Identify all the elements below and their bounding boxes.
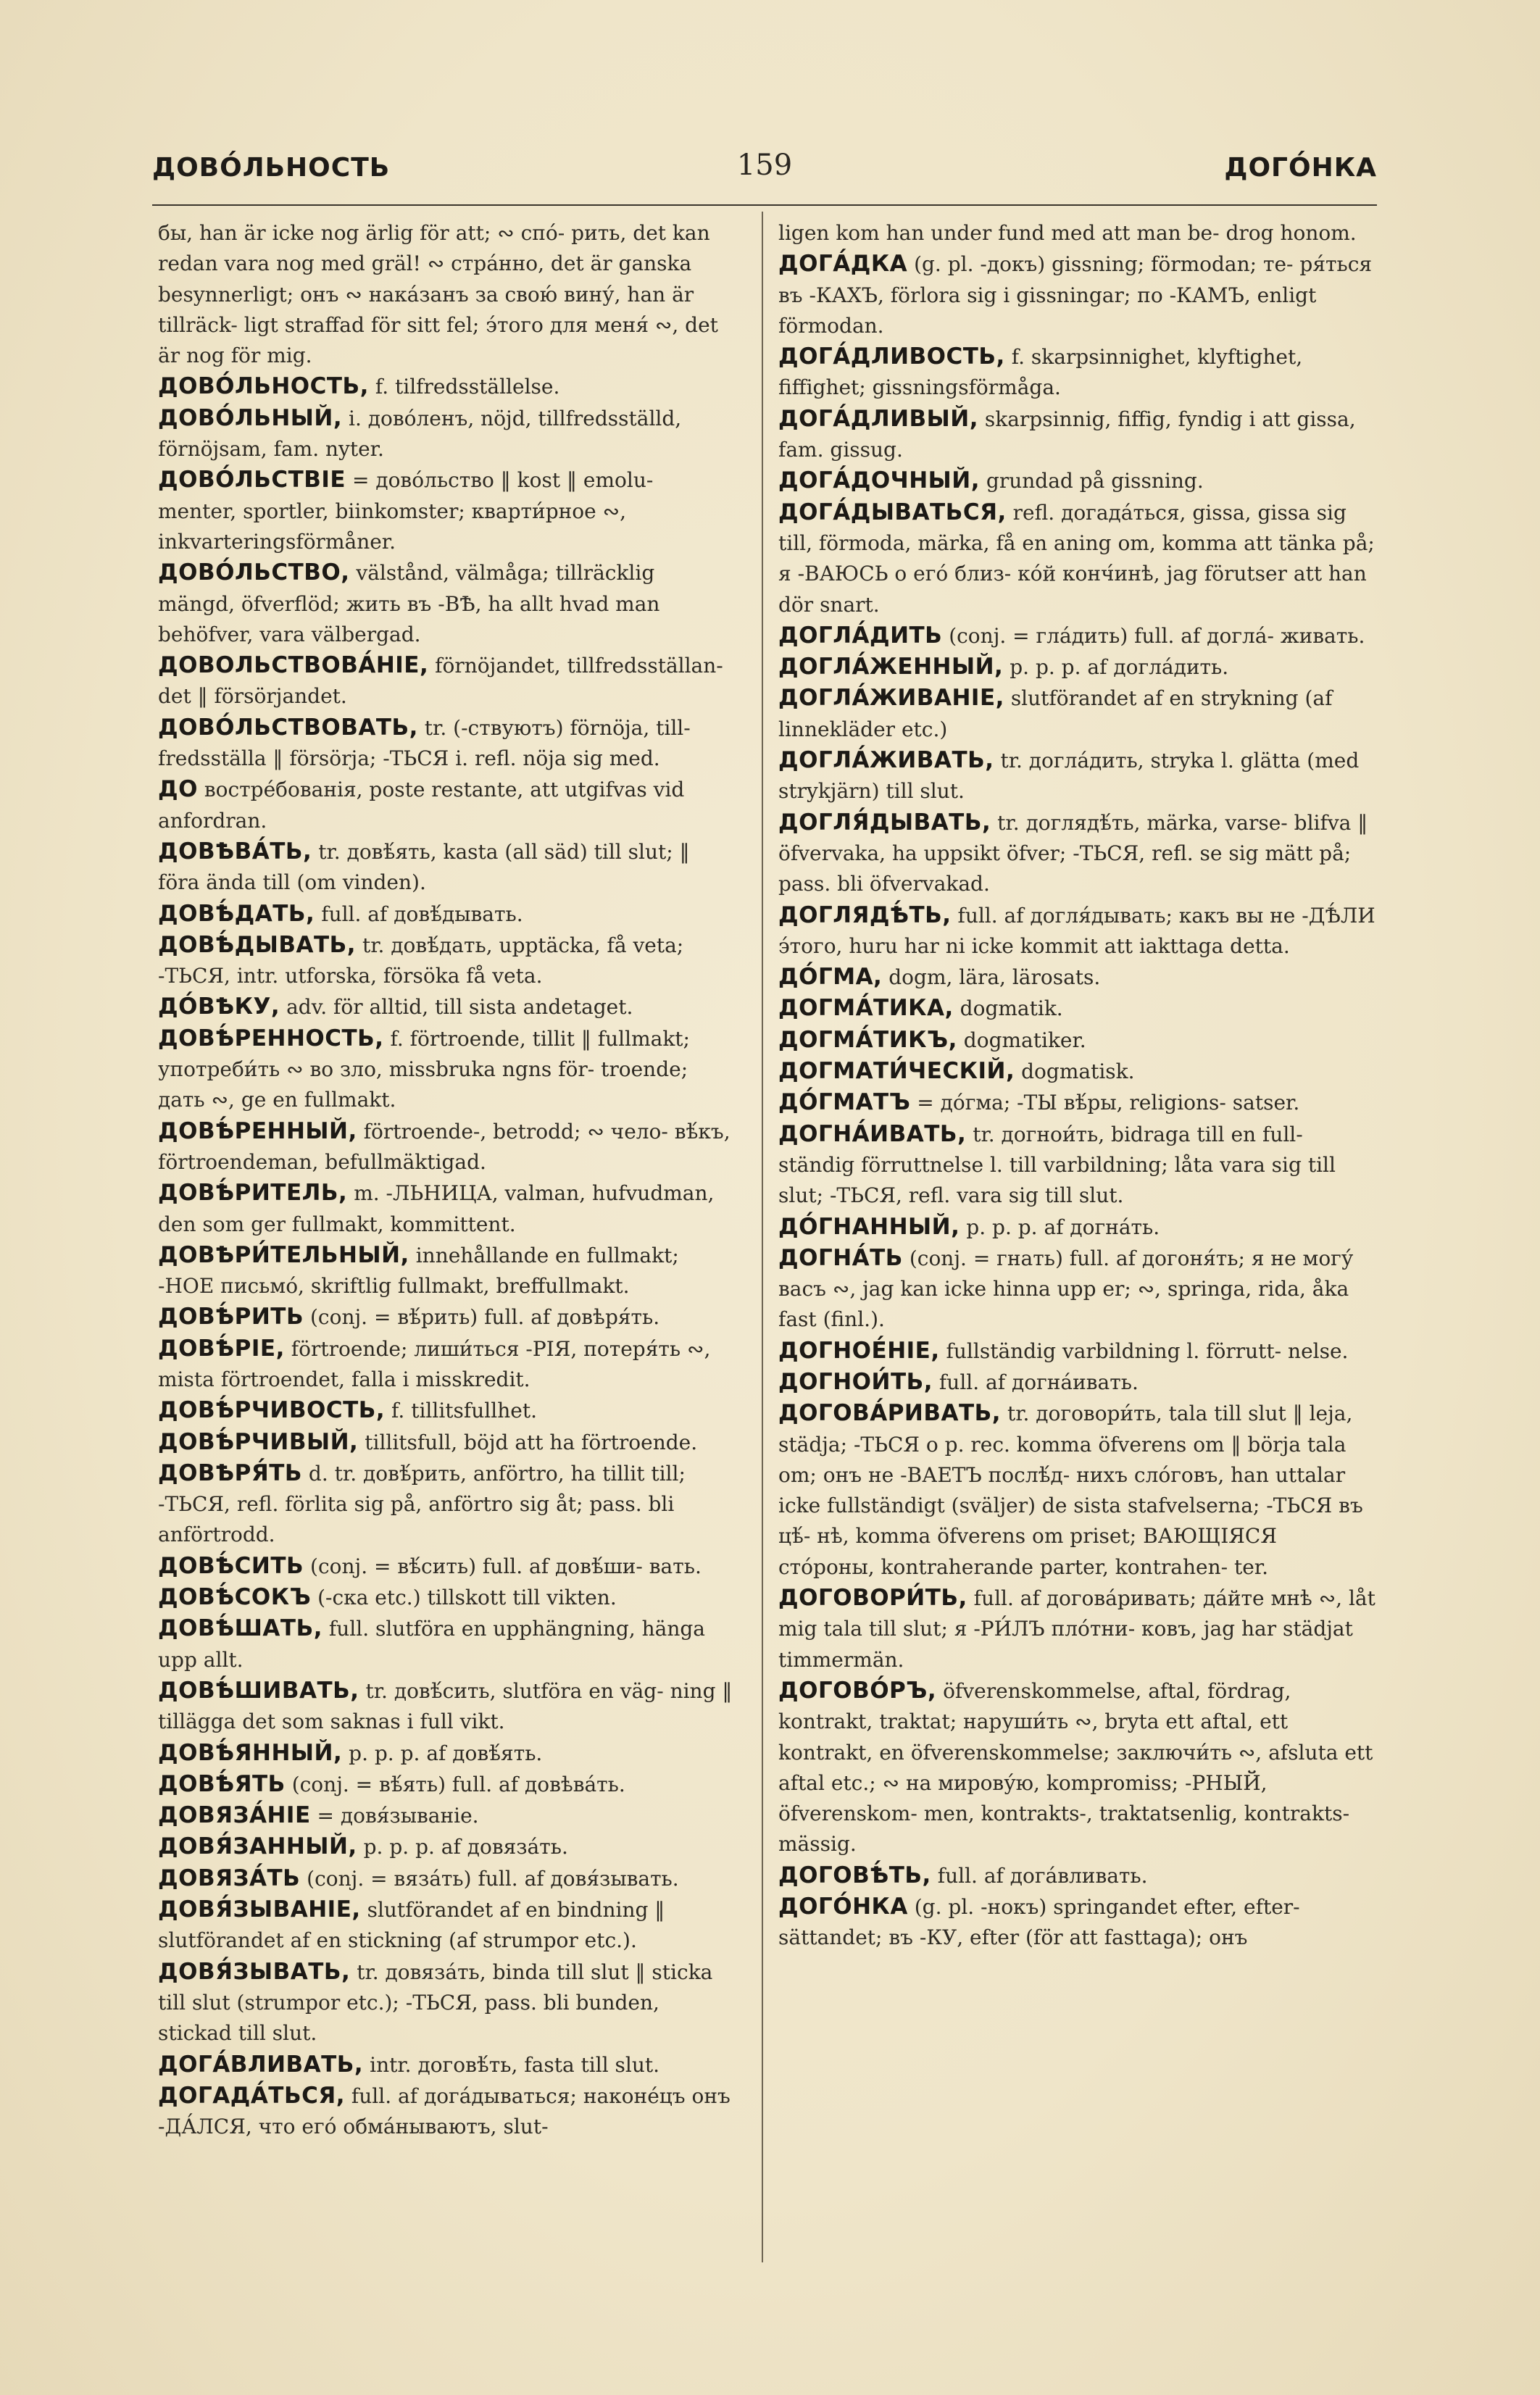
entry-text: full. af довѣ́дывать. [321,901,523,926]
entry-headword: ДОВѢ́РЧИВОСТЬ, [158,1397,386,1424]
dictionary-entry [158,1894,734,1957]
entry-headword: ДОВЯ́ЗАННЫЙ, [158,1833,357,1860]
entry-text: tr. догла́дить, stryka l. glätta (med strykjärn) till slut. [778,749,1360,804]
entry-text: p. p. p. af довѣ́ять. [349,1741,543,1765]
entry-text: full. af дога́дываться; наконе́цъ онъ -ДА́ЛСЯ, что его́ обма́нываютъ, slut- [158,2083,731,2139]
dictionary-entry [778,1675,1378,1860]
entry-text: förtroende; лиши́ться -РІЯ, потеря́ть ∾, mista förtroendet, falla i misskredit. [158,1336,711,1391]
dictionary-entry [158,1023,734,1116]
entry-headword: ДО́ГМА, [778,964,883,991]
column-divider [762,212,763,2262]
entry-headword: ДОГАДА́ТЬСЯ, [158,2082,345,2109]
entry-text: i. дово́ленъ, nöjd, tillfredsställd, förnöjsam, fam. nyter. [158,406,682,462]
right-column [778,217,1378,1954]
dictionary-entry [778,1336,1378,1367]
dictionary-entry [158,1427,734,1458]
entry-text: (g. pl. -нокъ) springandet efter, efter- sättandet; въ -КУ, efter (för att fasttaga); онъ [778,1895,1300,1950]
entry-text: refl. догада́ться, gissa, gissa sig till, förmoda, märka, få en aning om, komma att tänka på; я -ВАЮСЬ о его́ близ- ко́й конч́инѣ, jag förutser att han dör snart. [778,500,1375,617]
entry-text: förnöjandet, tillfredsställan- det ‖ försörjandet. [158,654,723,709]
dictionary-entry [778,807,1378,900]
entry-headword: ДО́ВѢКУ, [158,994,280,1020]
entry-headword: ДОВѢ́ЯТЬ [158,1770,286,1797]
entry-headword: ДОГМА́ТИКА, [778,995,954,1022]
entry-headword: ДО́ГМАТЪ [778,1089,911,1116]
entry-headword: ДОВѢ́РИТЕЛЬ, [158,1180,348,1207]
entry-headword: ДОВѢ́РІЕ, [158,1335,285,1362]
entry-headword: ДОВѢРЯ́ТЬ [158,1459,303,1486]
entry-text: slutförandet af en strykning (af linnekläder etc.) [778,686,1333,741]
entry-headword: ДОГОВОРИ́ТЬ, [778,1585,967,1612]
entry-text: tr. довяза́ть, binda till slut ‖ sticka till slut (strumpor etc.); -ТЬСЯ, pass. bli bunden, stickad till slut. [158,1959,713,2046]
dictionary-entry [158,1178,734,1240]
dictionary-entry [778,620,1378,651]
dictionary-entry [778,497,1378,620]
dictionary-entry [778,993,1378,1024]
dictionary-entry [158,712,734,775]
dictionary-entry [158,650,734,712]
dictionary-entry [778,1025,1378,1056]
entry-headword: ДОГЛЯ́ДЫВАТЬ, [778,809,991,836]
entry-headword: ДОВѢРИ́ТЕЛЬНЫЙ, [158,1241,409,1268]
dictionary-entry [778,1583,1378,1675]
dictionary-entry [158,2049,734,2080]
entry-text: tr. довѣ́сить, slutföra en väg- ning ‖ tillägga det som saknas i full vikt. [158,1678,733,1734]
dictionary-entry [158,1301,734,1333]
dictionary-entry [778,249,1378,341]
entry-text: välstånd, välmåga; tillräcklig mängd, öfverflöd; жить въ -ВѢ, ha allt hvad man behöfver, vara välbergad. [158,561,660,646]
dictionary-entry [778,1087,1378,1118]
dictionary-entry [778,683,1378,745]
entry-headword: ДОВЯ́ЗЫВАНІЕ, [158,1896,361,1923]
entry-text: f. skarpsinnighet, klyftighet, fiffighet; gissningsförmåga. [778,345,1303,400]
entry-text: = до́гма; -ТЫ вѣ́ры, religions- satser. [917,1091,1300,1115]
entry-headword: ДОГНОЕ́НІЕ, [778,1337,940,1364]
entry-text: (conj. = гнать) full. af догоня́ть; я не могу́ васъ ∾, jag kan icke hinna upp er; ∾, springa, rida, åka fast (finl.). [778,1246,1354,1332]
dictionary-entry [778,1367,1378,1398]
dictionary-entry [158,774,734,836]
dictionary-entry [158,930,734,992]
entry-text: m. -ЛЬНИЦА, valman, hufvudman, den som ger fullmakt, kommittent. [158,1181,715,1236]
entry-text: f. förtroende, tillit ‖ fullmakt; употреби́ть ∾ во зло, missbruka ngns för- troende; дать ∾, ge en fullmakt. [158,1026,690,1112]
dictionary-entry [158,899,734,930]
dictionary-entry [158,371,734,402]
dictionary-entry [778,1212,1378,1243]
entry-text: = довя́зываніе. [317,1804,479,1828]
entry-headword: ДОГОВА́РИВАТЬ, [778,1400,1002,1427]
entry-headword: ДОВѢ́СОКЪ [158,1584,312,1611]
entry-headword: ДОВѢ́ДЫВАТЬ, [158,931,357,958]
entry-text: tr. довѣ́дать, upptäcka, få veta; -ТЬСЯ, intr. utforska, försöka få veta. [158,933,684,988]
entry-headword: ДОВО́ЛЬСТВІЕ [158,467,346,493]
entry-headword: ДОВѢВА́ТЬ, [158,838,312,865]
entry-text: grundad på gissning. [986,469,1204,493]
entry-text: dogmatisk. [1021,1059,1135,1084]
dictionary-entry [778,341,1378,404]
entry-headword: ДОГА́ДЛИВОСТЬ, [778,343,1005,370]
dictionary-entry [778,1398,1378,1583]
entry-headword: ДОГО́НКА [778,1894,908,1920]
entry-text: dogm, lära, lärosats. [888,965,1101,990]
entry-headword: ДОВѢ́ШИВАТЬ, [158,1677,359,1704]
entry-headword: ДО́ГНАННЫЙ, [778,1213,960,1240]
entry-text: ligen kom han under fund med att man be- drog honom. [778,221,1357,245]
dictionary-entry [158,1675,734,1738]
entry-text: востре́бованія, poste restante, att utgifvas vid anfordran. [158,778,685,833]
entry-headword: ДОВЯЗА́ТЬ [158,1865,301,1891]
dictionary-entry [158,403,734,465]
entry-headword: ДОВО́ЛЬНЫЙ, [158,404,343,431]
dictionary-entry [778,1056,1378,1087]
dictionary-entry [158,1800,734,1831]
dictionary-entry [158,1240,734,1302]
entry-headword: ДОГМА́ТИКЪ, [778,1026,957,1053]
entry-text: dogmatik. [960,996,1063,1021]
entry-text: p. p. p. af догна́ть. [966,1215,1160,1239]
entry-text: f. tilfredsställelse. [375,375,560,399]
dictionary-entry [778,1119,1378,1212]
entry-headword: ДОГЛА́ЖЕННЫЙ, [778,654,1004,680]
dictionary-entry [158,991,734,1022]
dictionary-entry [158,557,734,650]
dictionary-entry [778,1860,1378,1891]
entry-text: innehållande en fullmakt; -НОЕ письмо́, skriftlig fullmakt, breffullmakt. [158,1243,679,1299]
entry-text: (conj. = вяза́ть) full. af довя́зывать. [307,1866,679,1891]
entry-headword: ДОГОВѢ́ТЬ, [778,1862,931,1888]
entry-text: p. p. p. af догла́дить. [1010,655,1229,680]
dictionary-entry [158,2080,734,2143]
entry-text: skarpsinnig, fiffig, fyndig i att gissa, fam. gissug. [778,407,1356,462]
entry-text: (conj. = вѣ́ять) full. af довѣва́ть. [291,1772,625,1796]
entry-text: (conj. = вѣ́рить) full. af довѣря́ть. [310,1305,660,1330]
entry-text: = дово́льство ‖ kost ‖ emolu- menter, sportler, biinkomster; кварти́рное ∾, inkvarteringsförmåner. [158,468,654,554]
entry-headword: ДОВО́ЛЬСТВОВАТЬ, [158,714,418,741]
dictionary-entry [158,217,734,371]
entry-text: tr. договори́ть, tala till slut ‖ leja, städja; -ТЬСЯ o p. rec. komma öfverens om ‖ börja tala om; онъ не -ВАЕТЪ послѣ́д- нихъ сло́говъ, han uttalar icke fullständigt (sväljer) de sista stafvelserna; -ТЬСЯ въ цѣ́- нѣ, komma öfverens om priset; ВАЮЩІЯСЯ сто́роны, kontraherande parter, kontrahen- ter. [778,1401,1363,1579]
dictionary-entry [158,836,734,899]
dictionary-entry [778,745,1378,807]
dictionary-entry [158,1863,734,1894]
entry-headword: ДОВѢ́РИТЬ [158,1304,304,1330]
header-rule [152,204,1377,206]
entry-headword: ДОВѢ́ДАТЬ, [158,900,315,927]
entry-text: tr. (-ствуютъ) förnöja, till- fredsställa ‖ försörja; -ТЬСЯ i. refl. nöja sig med. [158,715,691,771]
header-left-catchword: ДОВО́ЛЬНОСТЬ [152,153,391,183]
dictionary-entry [158,1458,734,1551]
entry-text: förtroende-, betrodd; ∾ чело- вѣ́къ, förtroendeman, befullmäktigad. [158,1119,731,1174]
entry-text: p. p. p. af довяза́ть. [363,1835,568,1859]
entry-text: full. af догова́ривать; да́йте мнѣ ∾, låt mig tala till slut; я -РИ́ЛЪ пло́тни- ковъ, jag har städjat timmermän. [778,1586,1375,1672]
dictionary-entry [158,465,734,557]
entry-headword: ДОГЛА́ЖИВАТЬ, [778,747,994,774]
left-column [158,217,734,2142]
entry-headword: ДОВѢ́РЕННЫЙ, [158,1117,357,1144]
entry-headword: ДОГНА́ТЬ [778,1244,903,1271]
entry-text: full. slutföra en upphängning, hänga upp allt. [158,1617,705,1672]
entry-headword: ДОГНОИ́ТЬ, [778,1368,933,1395]
entry-text: tr. довѣ́ять, kasta (all säd) till slut; ‖ föra ända till (om vinden). [158,839,690,895]
entry-text: full. af догля́дывать; какъ вы не -ДѢ́ЛИ э́того, huru har ni icke kommit att iakttaga detta. [778,903,1375,958]
entry-headword: ДОГА́ДЫВАТЬСЯ, [778,499,1007,525]
entry-headword: ДОГА́ДОЧНЫЙ, [778,467,981,494]
dictionary-entry [778,651,1378,683]
entry-text: dogmatiker. [963,1028,1086,1052]
entry-text: (g. pl. -докъ) gissning; förmodan; те- ря́ться въ -КАХЪ, förlora sig i gissningar; по -КАМЪ, enligt förmodan. [778,252,1373,338]
entry-headword: ДОГЛА́ДИТЬ [778,622,943,649]
dictionary-entry [778,1891,1378,1954]
entry-text: бы, han är icke nog ärlig för att; ∾ спо́- рить, det kan redan vara nog med gräl! ∾ стра́нно, det är ganska besynnerligt; онъ ∾ нака́занъ за свою́ вину́, han är tillräck- ligt straffad för sitt fel; э́того для меня́ ∾, det är nog för mig. [158,221,718,368]
entry-headword: ДОГНА́ИВАТЬ, [778,1120,967,1147]
entry-headword: ДОВО́ЛЬСТВО, [158,559,350,586]
entry-text: fullständig varbildning l. förrutt- nelse. [946,1338,1349,1363]
entry-headword: ДОВО́ЛЬНОСТЬ, [158,373,369,400]
page-number: 159 [736,149,793,182]
entry-text: d. tr. довѣ́рить, anförtro, ha tillit till; -ТЬСЯ, refl. förlita sig på, anförtro sig åt; pass. bli anförtrodd. [158,1461,686,1547]
dictionary-entry [158,1395,734,1426]
dictionary-entry [778,900,1378,962]
entry-text: slutförandet af en bindning ‖ slutförandet af en stickning (af strumpor etc.). [158,1898,665,1953]
entry-text: (-ска etc.) tillskott till vikten. [317,1586,617,1610]
header-right-catchword: ДОГО́НКА [1224,153,1377,183]
entry-headword: ДОВѢ́СИТЬ [158,1552,304,1579]
entry-headword: ДОВЯ́ЗЫВАТЬ, [158,1958,351,1985]
dictionary-entry [778,1243,1378,1336]
dictionary-entry [778,465,1378,496]
entry-headword: ДОВЯЗА́НІЕ [158,1802,311,1829]
entry-headword: ДОГА́ДКА [778,251,908,278]
entry-text: tr. доглядѣ́ть, märka, varse- blifva ‖ öfvervaka, ha uppsikt öfver; -ТЬСЯ, refl. se sig mätt på; pass. bli öfvervakad. [778,810,1368,896]
entry-text: f. tillitsfullhet. [391,1399,537,1423]
entry-headword: ДОГА́ДЛИВЫЙ, [778,405,978,432]
entry-text: full. af догна́ивать. [938,1370,1139,1394]
entry-text: (conj. = вѣ́сить) full. af довѣ́ши- вать. [310,1554,702,1578]
entry-text: adv. för alltid, till sista andetaget. [286,995,633,1020]
entry-headword: ДОВОЛЬСТВОВА́НІЕ, [158,652,429,679]
dictionary-entry [158,1957,734,2049]
dictionary-entry [778,217,1378,249]
entry-headword: ДОГЛЯДѢ́ТЬ, [778,901,952,928]
entry-headword: ДО [158,776,198,803]
entry-text: tr. догнои́ть, bidraga till en full- ständig förruttnelse l. till varbildning; låta vara sig till slut; -ТЬСЯ, refl. vara sig till slut. [778,1122,1336,1208]
entry-text: tillitsfull, böjd att ha förtroende. [365,1430,698,1454]
entry-headword: ДОГМАТИ́ЧЕСКІЙ, [778,1058,1015,1085]
page-header [152,149,1377,192]
dictionary-entry [158,1116,734,1178]
entry-text: öfverenskommelse, aftal, fördrag, kontrakt, traktat; наруши́ть ∾, bryta ett aftal, ett kontrakt, en öfverenskommelse; заключи́ть ∾, afsluta ett aftal etc.; ∾ на мирову́ю, kompromiss; -РНЫЙ, öfverenskom- men, kontrakts-, traktatsenlig, kontrakts- mässig. [778,1678,1373,1857]
entry-headword: ДОВѢ́РЧИВЫЙ, [158,1428,359,1455]
entry-headword: ДОГОВО́РЪ, [778,1677,937,1704]
entry-text: intr. договѣ́ть, fasta till slut. [370,2052,660,2077]
dictionary-entry [158,1738,734,1769]
dictionary-entry [778,962,1378,993]
dictionary-entry [778,404,1378,466]
dictionary-entry [158,1582,734,1613]
entry-headword: ДОВѢ́ШАТЬ, [158,1615,322,1642]
dictionary-entry [158,1769,734,1800]
dictionary-entry [158,1333,734,1396]
dictionary-entry [158,1831,734,1862]
entry-headword: ДОВѢ́РЕННОСТЬ, [158,1025,384,1051]
entry-text: full. af дога́вливать. [937,1863,1148,1888]
entry-headword: ДОГА́ВЛИВАТЬ, [158,2051,364,2078]
entry-text: (conj. = гла́дить) full. af догла́- живать. [949,623,1365,648]
dictionary-entry [158,1551,734,1582]
entry-headword: ДОВѢ́ЯННЫЙ, [158,1739,343,1766]
dictionary-entry [158,1613,734,1675]
entry-headword: ДОГЛА́ЖИВАНІЕ, [778,685,1004,712]
